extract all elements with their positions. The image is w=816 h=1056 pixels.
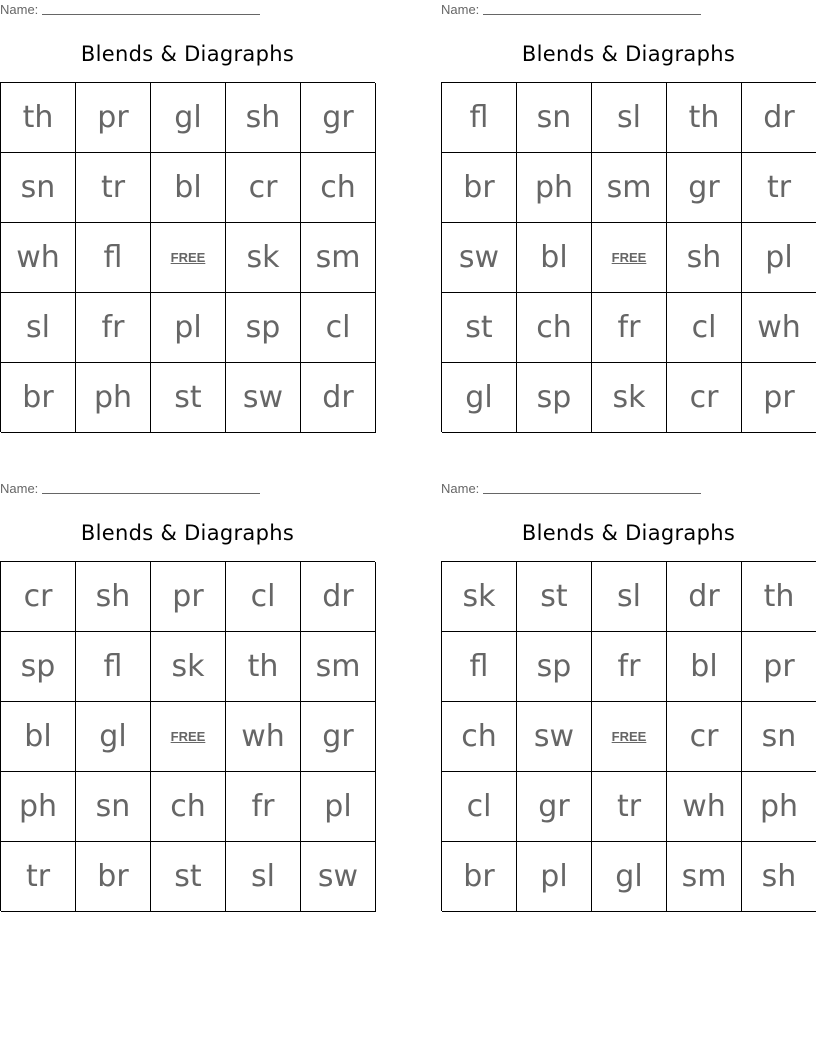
bingo-cell: sn (517, 83, 592, 153)
bingo-cell: th (226, 632, 301, 702)
bingo-cell: dr (301, 363, 376, 433)
bingo-cell: sn (76, 772, 151, 842)
bingo-cell: sp (1, 632, 76, 702)
free-space-cell: FREE (592, 702, 667, 772)
card-title: Blends & Diagraphs (80, 42, 295, 66)
bingo-cell: fr (592, 632, 667, 702)
bingo-cell: fl (76, 632, 151, 702)
bingo-cell: pl (151, 293, 226, 363)
bingo-grid (0, 561, 375, 911)
bingo-grid (441, 561, 816, 911)
bingo-cell: th (667, 83, 742, 153)
bingo-cell: wh (226, 702, 301, 772)
bingo-cell: wh (667, 772, 742, 842)
bingo-cell: wh (1, 223, 76, 293)
bingo-cell: wh (742, 293, 816, 363)
bingo-cell: pl (301, 772, 376, 842)
bingo-cell: ch (442, 702, 517, 772)
bingo-cell: st (442, 293, 517, 363)
bingo-cell: pr (76, 83, 151, 153)
bingo-cell: bl (667, 632, 742, 702)
bingo-cell: sl (226, 842, 301, 912)
bingo-cell: pr (151, 562, 226, 632)
bingo-cell: ch (301, 153, 376, 223)
bingo-cell: cr (1, 562, 76, 632)
bingo-cell: sk (592, 363, 667, 433)
name-label: Name: (0, 481, 39, 496)
bingo-cell: sh (226, 83, 301, 153)
bingo-cell: tr (592, 772, 667, 842)
name-blank[interactable] (483, 481, 701, 494)
bingo-cell: sm (592, 153, 667, 223)
bingo-cell: sl (592, 562, 667, 632)
bingo-cell: cr (226, 153, 301, 223)
bingo-cell: cr (667, 363, 742, 433)
bingo-cell: fl (76, 223, 151, 293)
bingo-cell: sm (667, 842, 742, 912)
bingo-cell: st (151, 842, 226, 912)
bingo-cell: dr (667, 562, 742, 632)
bingo-grid (0, 82, 375, 432)
bingo-cell: gr (301, 702, 376, 772)
bingo-cell: sm (301, 223, 376, 293)
bingo-cell: sh (76, 562, 151, 632)
bingo-cell: pr (742, 632, 816, 702)
bingo-cell: cr (667, 702, 742, 772)
bingo-cell: gr (301, 83, 376, 153)
bingo-cell: sl (592, 83, 667, 153)
bingo-cell: sw (517, 702, 592, 772)
bingo-card-1 (0, 0, 375, 432)
bingo-cell: fr (592, 293, 667, 363)
bingo-cell: tr (742, 153, 816, 223)
name-blank[interactable] (483, 2, 701, 15)
bingo-cell: gl (592, 842, 667, 912)
bingo-cell: ch (151, 772, 226, 842)
bingo-card-4 (441, 479, 816, 911)
bingo-cell: cl (667, 293, 742, 363)
name-blank[interactable] (42, 481, 260, 494)
bingo-cell: gl (442, 363, 517, 433)
bingo-cell: ph (1, 772, 76, 842)
bingo-cell: bl (517, 223, 592, 293)
free-space-cell: FREE (151, 702, 226, 772)
bingo-cell: sp (226, 293, 301, 363)
bingo-cell: gl (76, 702, 151, 772)
bingo-cell: th (742, 562, 816, 632)
bingo-cell: pl (517, 842, 592, 912)
bingo-cell: pl (742, 223, 816, 293)
free-space-cell: FREE (592, 223, 667, 293)
bingo-cell: sn (1, 153, 76, 223)
bingo-cell: ch (517, 293, 592, 363)
bingo-cell: sk (226, 223, 301, 293)
bingo-cell: sn (742, 702, 816, 772)
card-title: Blends & Diagraphs (521, 42, 736, 66)
bingo-cell: st (517, 562, 592, 632)
bingo-cell: ph (742, 772, 816, 842)
bingo-cell: ph (76, 363, 151, 433)
name-field[interactable] (441, 2, 701, 17)
bingo-cell: bl (1, 702, 76, 772)
card-title: Blends & Diagraphs (80, 521, 295, 545)
bingo-cell: br (442, 153, 517, 223)
name-field[interactable] (0, 481, 260, 496)
bingo-cell: sw (442, 223, 517, 293)
bingo-cell: sk (442, 562, 517, 632)
name-field[interactable] (441, 481, 701, 496)
bingo-cell: sh (667, 223, 742, 293)
bingo-cell: fl (442, 632, 517, 702)
card-title: Blends & Diagraphs (521, 521, 736, 545)
bingo-cell: ph (517, 153, 592, 223)
bingo-cell: gr (517, 772, 592, 842)
bingo-cell: fr (76, 293, 151, 363)
bingo-cell: fr (226, 772, 301, 842)
bingo-cell: st (151, 363, 226, 433)
free-space-cell: FREE (151, 223, 226, 293)
bingo-cell: sw (226, 363, 301, 433)
bingo-card-3 (0, 479, 375, 911)
bingo-cell: dr (301, 562, 376, 632)
bingo-cell: fl (442, 83, 517, 153)
bingo-cell: sk (151, 632, 226, 702)
bingo-cell: tr (76, 153, 151, 223)
bingo-cell: pr (742, 363, 816, 433)
bingo-cell: sl (1, 293, 76, 363)
bingo-cell: cl (226, 562, 301, 632)
bingo-cell: sp (517, 632, 592, 702)
bingo-cell: th (1, 83, 76, 153)
bingo-cell: cl (301, 293, 376, 363)
bingo-cell: cl (442, 772, 517, 842)
bingo-cell: sm (301, 632, 376, 702)
name-label: Name: (0, 2, 39, 17)
bingo-cell: gl (151, 83, 226, 153)
bingo-cell: dr (742, 83, 816, 153)
bingo-cell: br (442, 842, 517, 912)
bingo-cell: br (76, 842, 151, 912)
name-label: Name: (441, 481, 480, 496)
bingo-cell: sp (517, 363, 592, 433)
bingo-cell: tr (1, 842, 76, 912)
bingo-cell: sh (742, 842, 816, 912)
name-label: Name: (441, 2, 480, 17)
bingo-cell: bl (151, 153, 226, 223)
bingo-cell: br (1, 363, 76, 433)
bingo-cell: sw (301, 842, 376, 912)
name-field[interactable] (0, 2, 260, 17)
bingo-grid (441, 82, 816, 432)
name-blank[interactable] (42, 2, 260, 15)
bingo-cell: gr (667, 153, 742, 223)
bingo-card-2 (441, 0, 816, 432)
